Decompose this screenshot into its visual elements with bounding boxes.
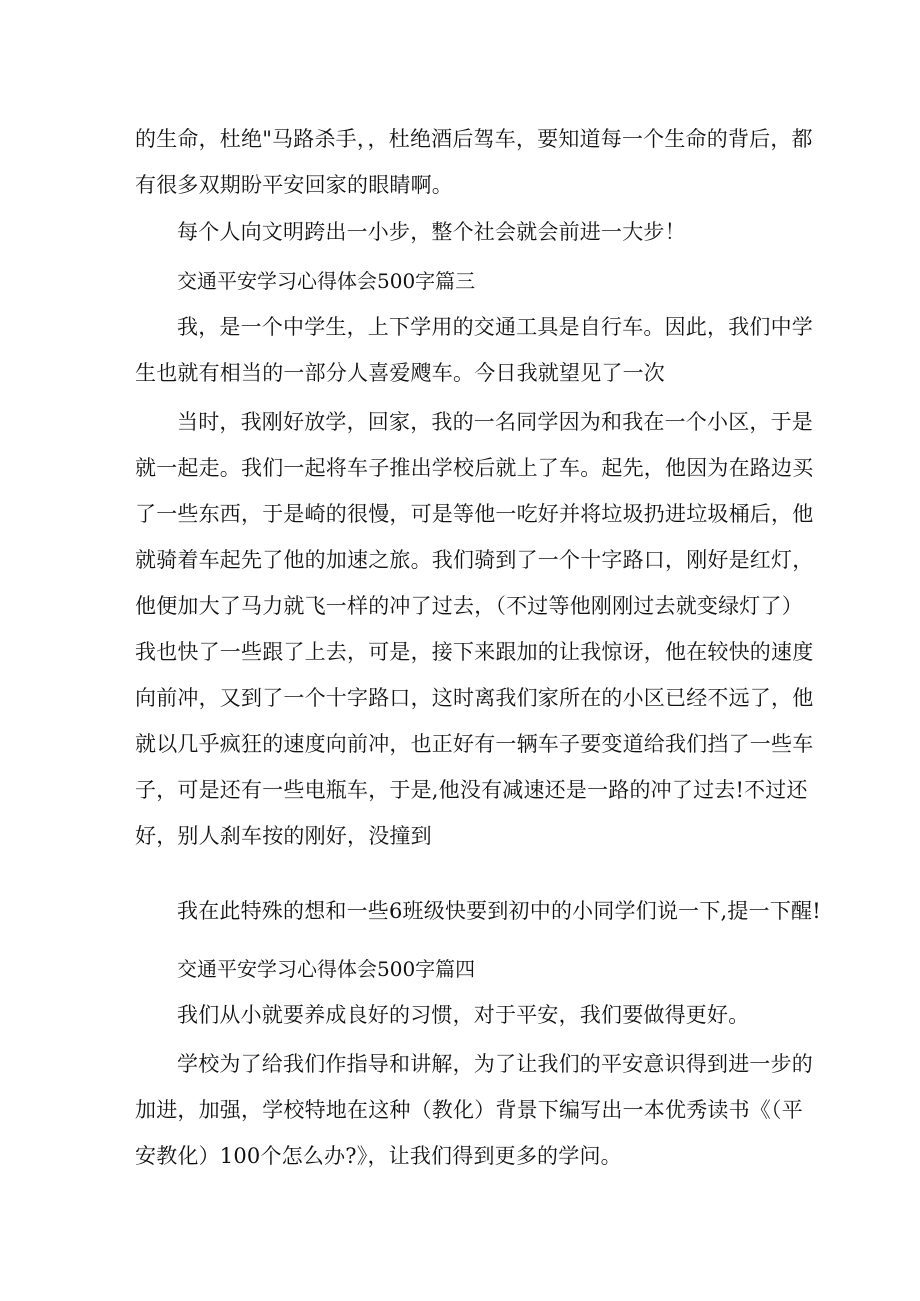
text-line: 的生命，杜绝"马路杀手，，杜绝酒后驾车，要知道每一个生命的背后，都	[135, 127, 813, 151]
text-line: 就以几乎疯狂的速度向前冲，也正好有一辆车子要变道给我们挡了一些车	[135, 732, 814, 756]
text-line: 生也就有相当的一部分人喜爱飕车。今日我就望见了一次	[135, 361, 665, 385]
text-line: 向前冲，又到了一个十字路口，这时离我们家所在的小区已经不远了，他	[135, 686, 814, 710]
body-paragraph	[135, 304, 813, 396]
text-line: 就骑着车起先了他的加速之旅。我们骑到了一个十字路口，刚好是红灯，	[135, 548, 814, 572]
body-paragraph	[177, 209, 797, 255]
body-paragraph	[177, 992, 797, 1038]
text-line: 我们从小就要养成良好的习惯，对于平安，我们要做得更好。	[177, 1003, 750, 1027]
body-paragraph	[135, 1041, 813, 1179]
text-line: 我在此特殊的想和一些6班级快要到初中的小同学们说一下,提一下醒!	[177, 899, 821, 923]
text-line: 我也快了一些跟了上去，可是，接下来跟加的让我惊讶，他在较快的速度	[135, 640, 814, 664]
text-line: 有很多双期盼平安回家的眼睛啊。	[135, 173, 453, 197]
section-heading	[177, 258, 677, 304]
text-line: 了一些东西，于是崎的很慢，可是等他一吃好并将垃圾扔进垃圾桶后，他	[135, 502, 814, 526]
text-line: 就一起走。我们一起将车子推出学校后就上了车。起先，他因为在路边买	[135, 456, 814, 480]
text-line: 加进，加强，学校特地在这种（教化）背景下编写出一本优秀读书《（平	[135, 1098, 803, 1122]
text-line: 当时，我刚好放学，回家，我的一名同学因为和我在一个小区，于是	[177, 410, 813, 434]
body-paragraph	[135, 116, 813, 208]
text-line: 每个人向文明跨出一小步，整个社会就会前进一大步！	[177, 220, 686, 244]
text-line: 学校为了给我们作指导和讲解，为了让我们的平安意识得到进一步的	[177, 1052, 813, 1076]
heading-text: 交通平安学习心得体会500字篇四	[177, 957, 476, 981]
text-line: 好，别人刹车按的刚好，没撞到	[135, 824, 432, 848]
heading-text: 交通平安学习心得体会500字篇三	[177, 269, 476, 293]
body-paragraph	[135, 399, 814, 859]
text-line: 安教化）100个怎么办?》，让我们得到更多的学问。	[135, 1144, 622, 1168]
text-line: 我，是一个中学生，上下学用的交通工具是自行车。因此，我们中学	[177, 315, 813, 339]
section-heading	[177, 946, 677, 992]
body-paragraph	[177, 888, 821, 934]
text-line: 子，可是还有一些电瓶车，于是,他没有减速还是一路的冲了过去!不过还	[135, 778, 808, 802]
text-line: 他便加大了马力就飞一样的冲了过去，（不过等他刚刚过去就变绿灯了）	[135, 594, 803, 618]
